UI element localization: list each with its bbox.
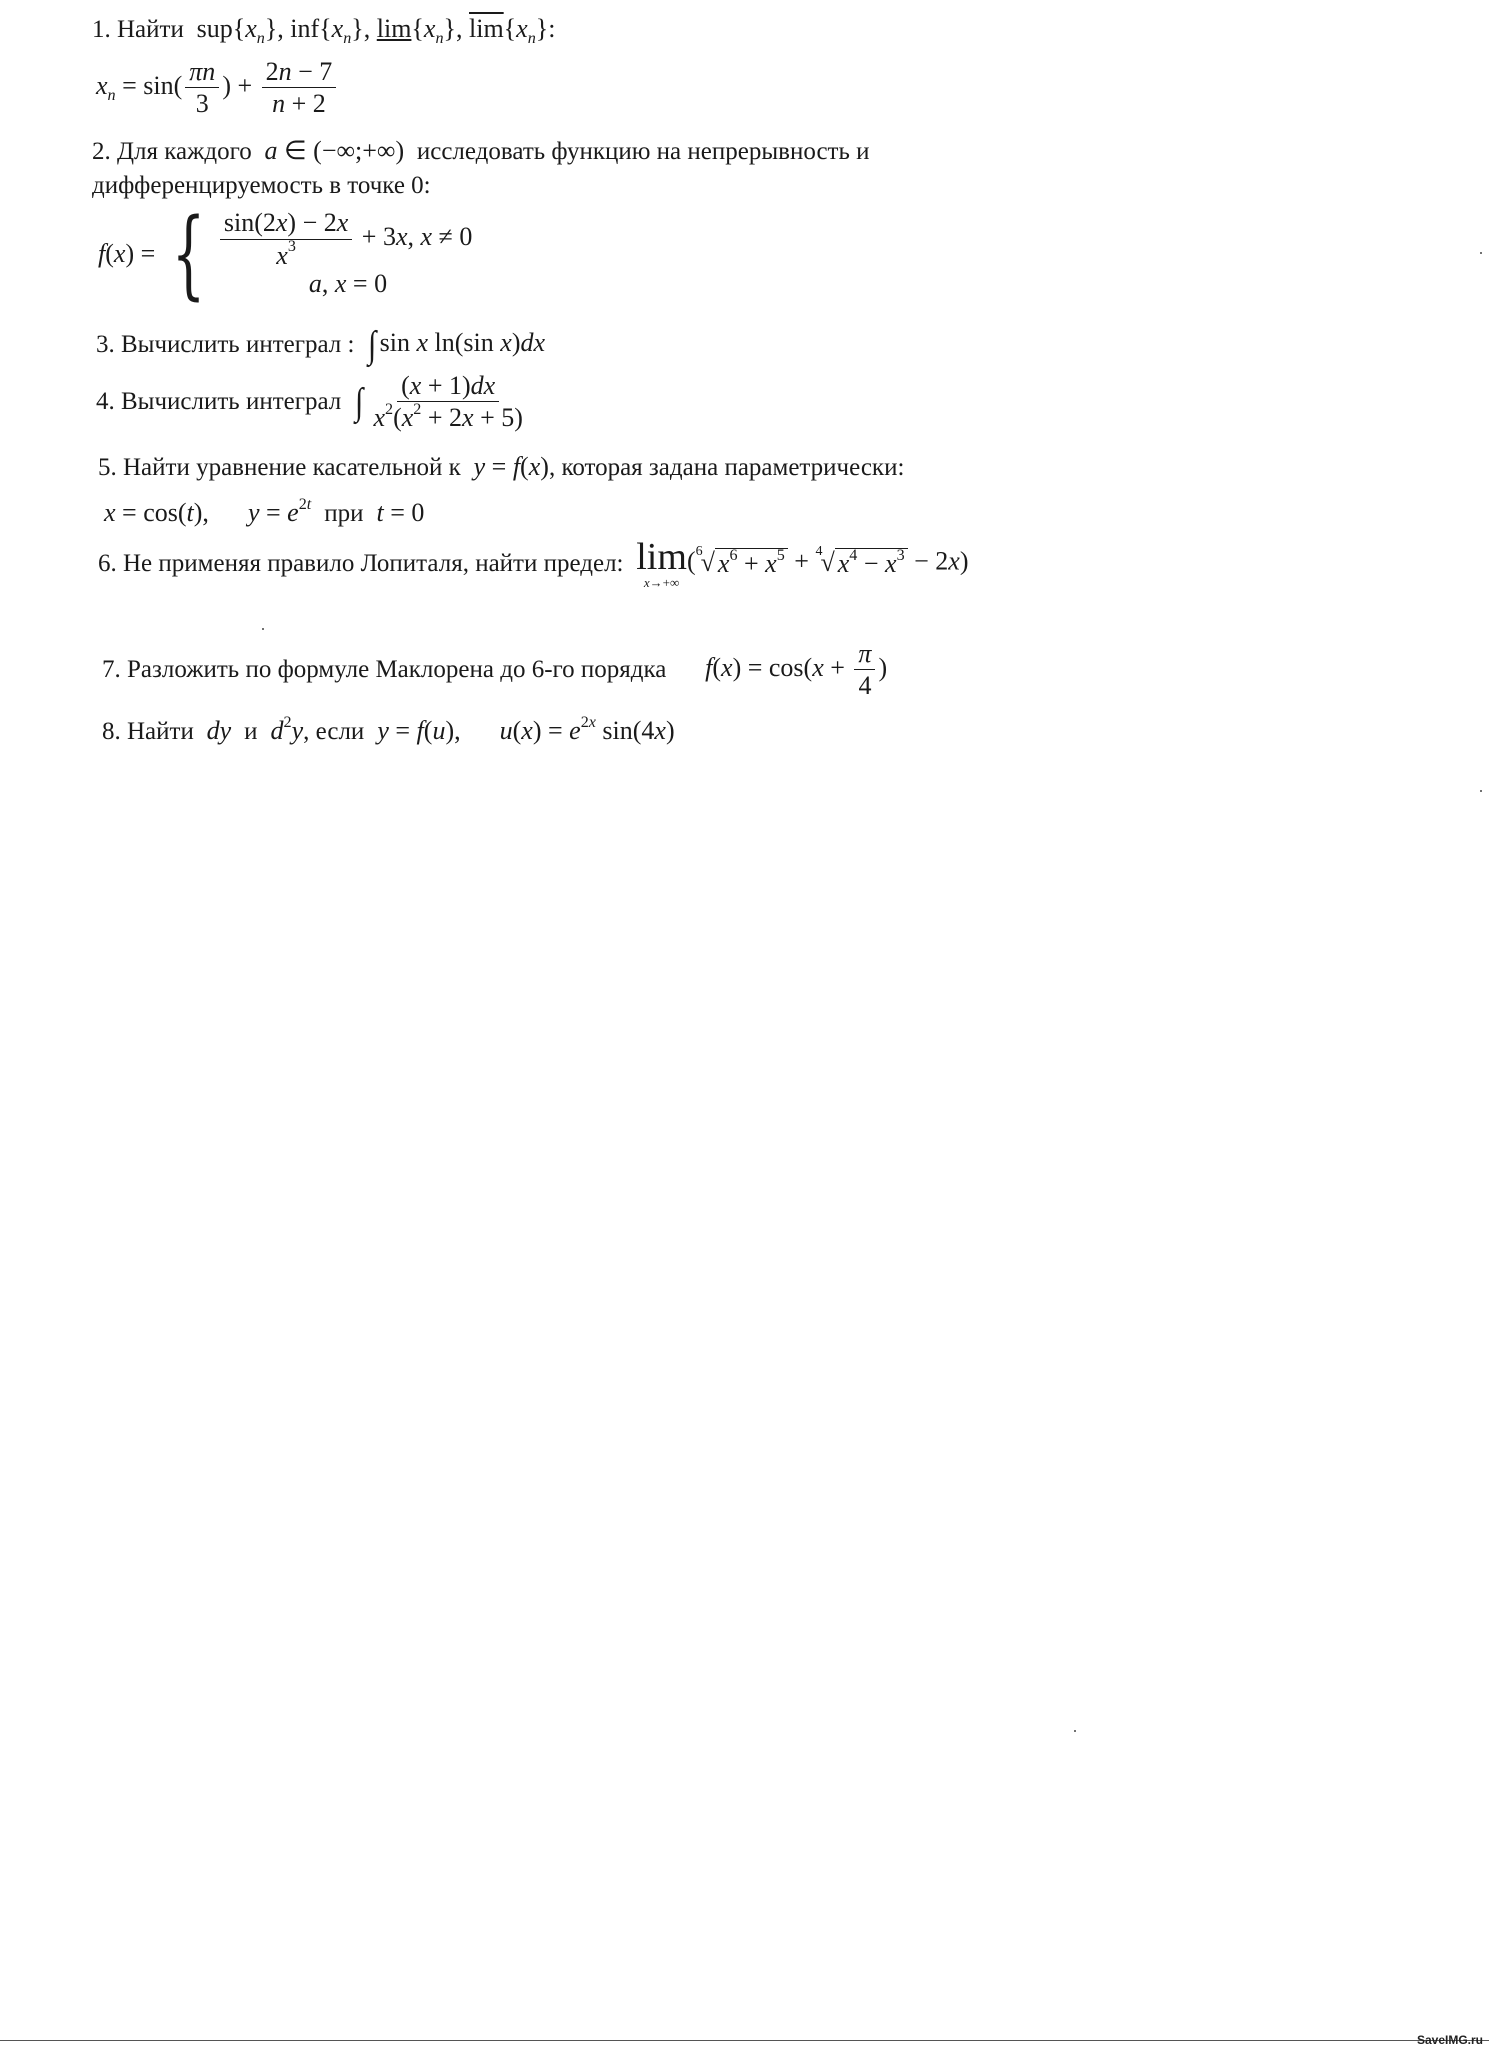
scan-edge-line xyxy=(0,2040,1489,2041)
watermark: SaveIMG.ru xyxy=(1416,2033,1483,2047)
problem-1-sequence: $x_n = \sin$( $\frac{\pi n}{3}$ ) + $\frac{2n - 7}{n + 2}$ xyxy=(96,58,339,118)
problem-2-label: 2. Для каждого xyxy=(92,138,252,165)
scan-speck xyxy=(1480,790,1482,792)
problem-2-line2 xyxy=(92,172,431,200)
scan-speck xyxy=(1480,252,1482,254)
problem-8: 8. Найти dy и $d^2y$, если y = f(u), $u(x) = e^{2x}$ sin(4x) xyxy=(102,713,675,745)
problem-5-label: 5. Найти уравнение касательной к xyxy=(98,454,461,481)
problem-2-text-2: дифференцируемость в точке 0: xyxy=(92,172,431,199)
problem-2-text: исследовать функцию на непрерывность и xyxy=(416,138,870,165)
scan-speck xyxy=(262,628,264,630)
problem-8-if: , если xyxy=(303,718,365,745)
problem-1-formula: $sup\{x_n\}$, $inf\{x_n\}$, $\lim\{x_n\}$, $\overline{lim}\{x_n\}$: xyxy=(190,14,556,48)
problem-1 xyxy=(92,14,555,48)
problem-6-label: 6. Не применяя правило Лопиталя, найти предел: xyxy=(98,549,624,577)
problem-8-and: и xyxy=(244,718,258,745)
problem-5: 5. Найти уравнение касательной к y = f(x), которая задана параметрически: xyxy=(98,452,905,481)
problem-7: 7. Разложить по формуле Маклорена до 6-го порядка f(x) = cos(x + $\frac{\pi}{4}$ ) xyxy=(102,639,888,701)
problem-7-label: 7. Разложить по формуле Маклорена до 6-го порядка xyxy=(102,655,667,683)
problem-1-label: 1. Найти xyxy=(92,16,184,43)
problem-5-at: при xyxy=(324,500,364,527)
scan-speck xyxy=(1074,1730,1076,1732)
problem-4: 4. Вычислить интеграл ∫ $\frac{(x + 1)dx}{x^2(x^2 + 2x + 5)}$ xyxy=(96,371,523,433)
problem-6: 6. Не применяя правило Лопиталя, найти предел: lim x→+∞ ( 6 √ $x^6 + x^5$ + 4 √ $x^4 - x^3$ − 2x) xyxy=(98,536,969,590)
problem-2: 2. Для каждого a ∈ (−∞;+∞) исследовать функцию на непрерывность и xyxy=(92,136,870,165)
problem-3: 3. Вычислить интеграл : ∫ sin x ln(sin x)dx xyxy=(96,324,546,366)
problem-5-param: x = cos(t), $y = e^{2t}$ при t = 0 xyxy=(104,495,425,527)
problem-5-text: , которая задана параметрически: xyxy=(548,454,905,481)
problem-3-label: 3. Вычислить интеграл : xyxy=(96,331,355,358)
problem-8-label: 8. Найти xyxy=(102,718,194,745)
problem-2-piecewise: f(x) = { $\frac{\sin(2x) - 2x}{x^3}$ + 3x, x ≠ 0 a, x = 0 xyxy=(98,198,473,310)
problem-4-label: 4. Вычислить интеграл xyxy=(96,387,342,415)
